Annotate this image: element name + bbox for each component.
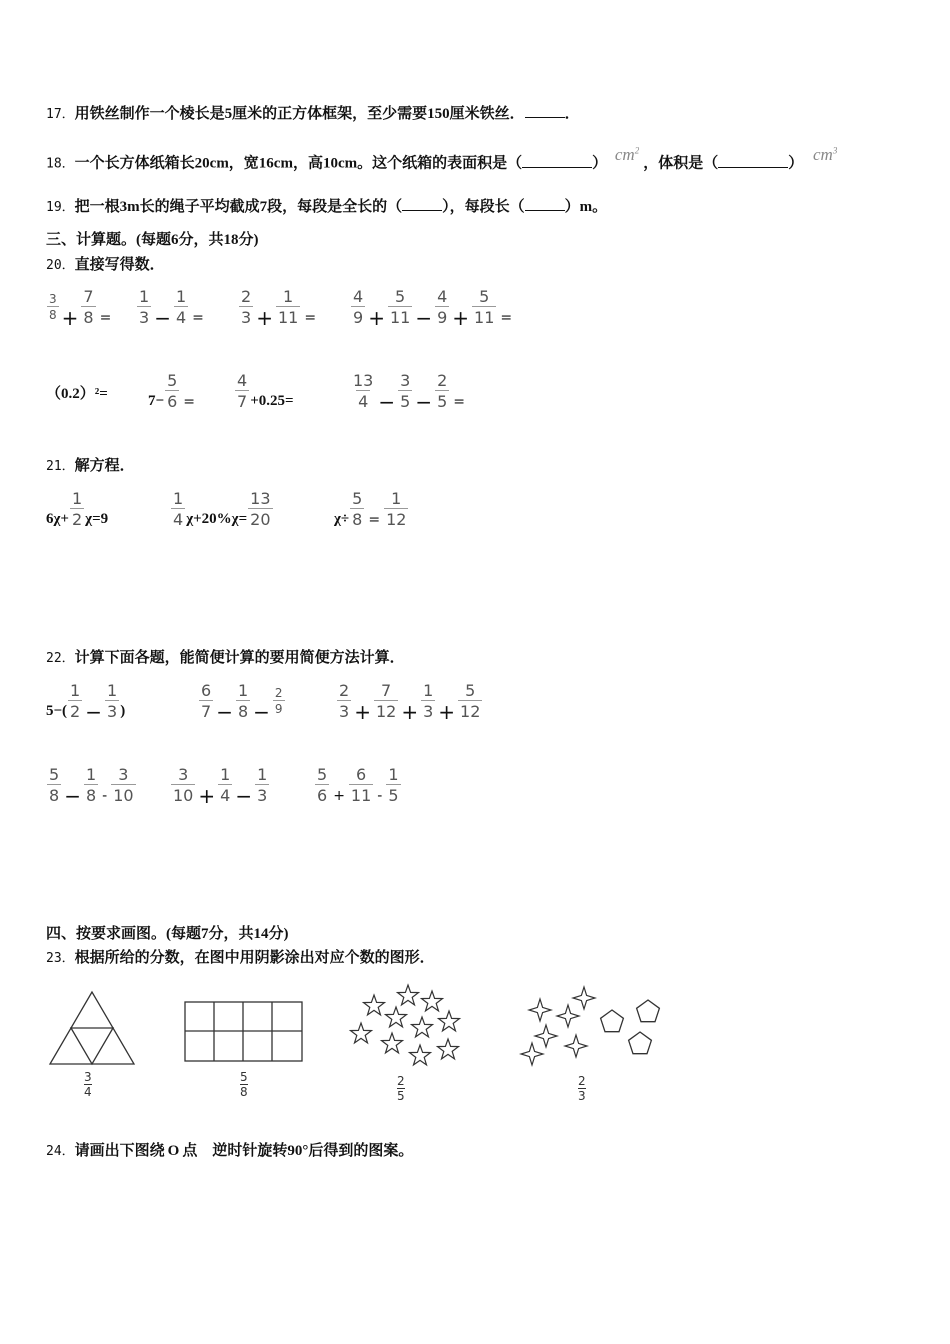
expression-20-6: 7− $\frac{5}{6}$ = (148, 371, 195, 412)
fraction: $\frac{2}{5}$ (437, 371, 448, 412)
fraction: $\frac{7}{12}$ (375, 681, 397, 722)
expression-22-6: $\frac{5}{6}$ + $\frac{6}{11}$ - $\frac{1}{5}$ (317, 765, 399, 806)
equation-21-1: 6χ+ $\frac{1}{2}$ χ=9 (46, 489, 109, 530)
expression-20-3: $\frac{2}{3}$ + $\frac{1}{11}$ = (241, 287, 317, 330)
fraction: $\frac{1}{8}$ (85, 765, 97, 806)
star-icon[interactable] (438, 1039, 459, 1059)
stars-figure[interactable] (344, 980, 466, 1072)
fraction: $\frac{5}{6}$ (167, 371, 178, 412)
star-icon[interactable] (382, 1033, 403, 1053)
star-icon[interactable] (412, 1017, 433, 1037)
fraction: $\frac{2}{3}$ (241, 287, 252, 328)
fraction-label-4: 2 3 (578, 1074, 586, 1104)
fraction: $\frac{1}{3}$ (107, 681, 118, 722)
pentagon-icon[interactable] (637, 1000, 660, 1022)
pentagon-icon[interactable] (629, 1032, 652, 1054)
fraction: $\frac{1}{4}$ (220, 765, 231, 806)
question-19: 19．把一根3m长的绳子平均截成7段，每段是全长的（ ），每段长（ ）m。 (46, 196, 607, 218)
four-point-star-icon[interactable] (565, 1035, 587, 1057)
expression-22-3: $\frac{2}{3}$ + $\frac{7}{12}$ + $\frac{1}{3}$ + $\frac{5}{12}$ (339, 681, 481, 724)
answer-blank[interactable] (718, 153, 788, 168)
fraction: $\frac{13}{4}$ (353, 371, 374, 412)
star-icon[interactable] (422, 991, 443, 1011)
question-18: 18．一个长方体纸箱长20cm，宽16cm，高10cm。这个纸箱的表面积是（ ） $cm^2$，体积是（ ） $cm^3$ (46, 144, 838, 172)
fraction: $\frac{1}{4}$ (175, 287, 187, 328)
four-point-star-icon[interactable] (529, 999, 551, 1021)
fraction: $\frac{1}{2}$ (70, 681, 81, 722)
question-22: 22．计算下面各题，能简便计算的要用简便方法计算． (46, 650, 405, 666)
fraction: $\frac{1}{3}$ (423, 681, 434, 722)
question-20: 20．直接写得数． (46, 257, 165, 273)
four-point-star-icon[interactable] (535, 1025, 557, 1047)
question-17-text: 用铁丝制作一个棱长是5厘米的正方体框架，至少需要150厘米铁丝． (74, 106, 525, 122)
expression-20-8: $\frac{13}{4}$ − $\frac{3}{5}$ − $\frac{2}{5}$ = (353, 371, 465, 414)
fraction: $\frac{2}{9}$ (274, 685, 283, 717)
pentagon-icon[interactable] (601, 1010, 624, 1032)
fraction: $\frac{4}{9}$ (353, 287, 364, 328)
expression-22-1: 5−( $\frac{1}{2}$ − $\frac{1}{3}$ ) (46, 681, 126, 724)
fraction: $\frac{1}{5}$ (388, 765, 399, 806)
fraction-label-1: 3 4 (84, 1070, 92, 1100)
four-point-star-icon[interactable] (573, 987, 595, 1009)
fraction: $\frac{1}{12}$ (386, 489, 407, 530)
equation-21-2: $\frac{1}{4}$ χ+20%χ= $\frac{13}{20}$ (173, 489, 271, 530)
fraction: $\frac{6}{7}$ (201, 681, 212, 722)
unit-cm3: $cm^3$ (813, 144, 838, 164)
expression-20-1: $\frac{3}{8}$ + $\frac{7}{8}$ = (49, 287, 112, 330)
star-icon[interactable] (398, 985, 419, 1005)
star-icon[interactable] (439, 1011, 460, 1031)
section-4-title: 四、按要求画图。(每题7分，共14分) (46, 926, 289, 942)
fraction: $\frac{13}{20}$ (250, 489, 271, 530)
fraction: $\frac{5}{12}$ (460, 681, 481, 722)
fraction: $\frac{1}{3}$ (139, 287, 150, 328)
answer-blank[interactable] (525, 103, 565, 118)
point-o-label: O (167, 1143, 180, 1159)
expression-20-4: $\frac{4}{9}$ + $\frac{5}{11}$ − $\frac{4}{9}$ + $\frac{5}{11}$ = (353, 287, 513, 330)
triangle-figure[interactable] (46, 988, 138, 1068)
question-17: 17．用铁丝制作一个棱长是5厘米的正方体框架，至少需要150厘米铁丝． ． (46, 103, 580, 125)
question-23: 23．根据所给的分数，在图中用阴影涂出对应个数的图形． (46, 950, 435, 966)
star-icon[interactable] (351, 1023, 372, 1043)
fraction: $\frac{1}{2}$ (71, 489, 83, 530)
expression-20-2: $\frac{1}{3}$ − $\frac{1}{4}$ = (139, 287, 204, 330)
expression-22-5: $\frac{3}{10}$ + $\frac{1}{4}$ − $\frac{1}{3}$ (173, 765, 268, 808)
fraction: $\frac{5}{8}$ (352, 489, 363, 530)
expression-22-2: $\frac{6}{7}$ − $\frac{1}{8}$ − $\frac{2}{9}$ (201, 681, 283, 724)
answer-blank[interactable] (402, 196, 442, 211)
question-21: 21．解方程． (46, 458, 135, 474)
fraction: $\frac{1}{11}$ (277, 287, 299, 328)
fraction: $\frac{3}{10}$ (113, 765, 134, 806)
fraction: $\frac{3}{8}$ (49, 291, 57, 323)
four-point-star-icon[interactable] (557, 1005, 579, 1027)
fraction: $\frac{3}{10}$ (173, 765, 194, 806)
star-icon[interactable] (364, 995, 385, 1015)
section-3-title: 三、计算题。(每题6分，共18分) (46, 232, 259, 248)
fraction: $\frac{1}{4}$ (173, 489, 184, 530)
expression-20-7: $\frac{4}{7}$ +0.25= (237, 371, 294, 412)
fraction: $\frac{2}{3}$ (339, 681, 350, 722)
star-icon[interactable] (386, 1007, 407, 1027)
stars-pentagons-figure[interactable] (516, 984, 666, 1074)
fraction-label-2: 5 8 (240, 1070, 248, 1100)
question-24: 24．请画出下图绕 O 点 逆时针旋转90°后得到的图案。 (46, 1143, 414, 1159)
fraction: $\frac{7}{8}$ (83, 287, 94, 328)
equation-21-3: χ÷ $\frac{5}{8}$ = $\frac{1}{12}$ (334, 489, 407, 530)
fraction: $\frac{1}{3}$ (257, 765, 268, 806)
fraction: $\frac{1}{8}$ (237, 681, 249, 722)
fraction: $\frac{3}{5}$ (400, 371, 411, 412)
fraction: $\frac{4}{7}$ (237, 371, 248, 412)
fraction-label-3: 2 5 (397, 1074, 405, 1104)
fraction: $\frac{6}{11}$ (350, 765, 372, 806)
expression-20-5: （0.2）²= (46, 386, 108, 402)
fraction: $\frac{4}{9}$ (437, 287, 448, 328)
rectangle-grid-figure[interactable] (184, 1001, 304, 1063)
fraction: $\frac{5}{8}$ (49, 765, 60, 806)
answer-blank[interactable] (525, 196, 565, 211)
fraction: $\frac{5}{11}$ (389, 287, 411, 328)
unit-cm2: $cm^2$ (614, 144, 640, 164)
fraction: $\frac{5}{11}$ (474, 287, 495, 328)
four-point-star-icon[interactable] (521, 1043, 543, 1065)
answer-blank[interactable] (522, 153, 592, 168)
fraction: $\frac{5}{6}$ (317, 765, 328, 806)
star-icon[interactable] (410, 1045, 431, 1065)
expression-22-4: $\frac{5}{8}$ − $\frac{1}{8}$ - $\frac{3}{10}$ (49, 765, 134, 808)
